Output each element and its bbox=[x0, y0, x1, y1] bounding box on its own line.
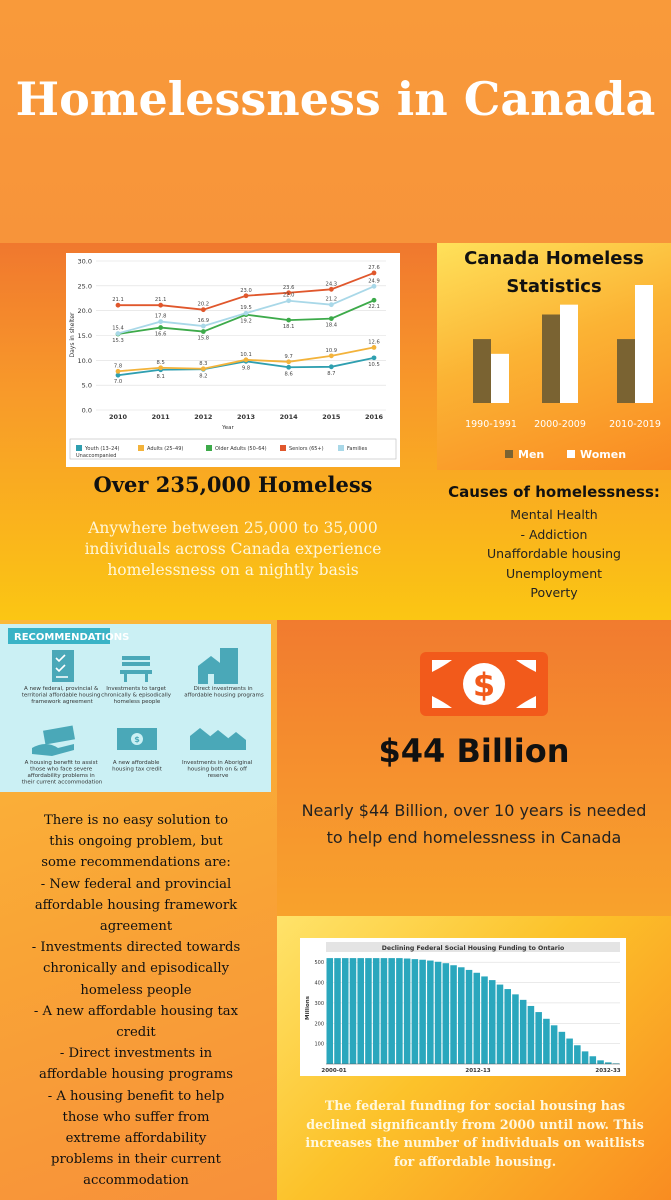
y-tick-label: 100 bbox=[314, 1041, 324, 1048]
y-tick-label: 25.0 bbox=[77, 282, 92, 291]
y-tick-label: 400 bbox=[314, 980, 324, 987]
data-point bbox=[372, 355, 377, 360]
cause-item: - Addiction bbox=[520, 526, 588, 542]
homeless-description: Anywhere between 25,000 to 35,000 individuals across Canada experience homelessness on a nightly basis bbox=[84, 519, 382, 579]
legend-swatch bbox=[138, 445, 144, 451]
data-label: 7.8 bbox=[113, 363, 123, 370]
bar bbox=[381, 958, 388, 1064]
recommendation-line: affordable housing framework bbox=[34, 897, 238, 913]
recommendation-line: credit bbox=[116, 1025, 156, 1041]
data-label: 24.9 bbox=[368, 278, 380, 285]
data-label: 17.8 bbox=[154, 313, 167, 320]
bar bbox=[342, 958, 349, 1064]
cause-item: Poverty bbox=[530, 585, 578, 600]
data-label: 8.6 bbox=[284, 371, 293, 378]
recommendations-svg bbox=[0, 624, 271, 792]
data-label: 8.7 bbox=[327, 370, 336, 377]
bar bbox=[327, 958, 334, 1064]
recommendation-line: problems in their current bbox=[51, 1152, 221, 1168]
cost-description: Nearly $44 Billion, over 10 years is needed to help end homelessness in Canada bbox=[301, 801, 647, 847]
bar bbox=[528, 1006, 535, 1064]
bar bbox=[427, 961, 434, 1064]
legend-label: Families bbox=[347, 446, 368, 452]
category-label: 2000-2009 bbox=[534, 419, 586, 430]
data-point bbox=[201, 307, 206, 312]
legend-label: Adults (25–49) bbox=[147, 446, 184, 452]
bench-icon bbox=[120, 656, 152, 682]
homeless-headline: Over 235,000 Homeless bbox=[93, 472, 373, 497]
stats-chart-title: Canada Homeless Statistics bbox=[464, 248, 644, 297]
bar bbox=[489, 980, 496, 1064]
recommendation-line: some recommendations are: bbox=[41, 855, 231, 871]
data-label: 19.5 bbox=[240, 305, 252, 312]
recommendation-line: - A housing benefit to help bbox=[47, 1088, 225, 1104]
svg-text:$: $ bbox=[472, 666, 496, 704]
rec-item-3: A housing benefit to assist those who face severe affordability problems in their current accommodation bbox=[21, 760, 103, 786]
bar bbox=[535, 1012, 542, 1064]
causes-list bbox=[437, 505, 671, 603]
svg-text:$: $ bbox=[134, 735, 140, 744]
data-label: 21.1 bbox=[154, 297, 167, 304]
data-point bbox=[286, 365, 291, 370]
data-label: 20.2 bbox=[197, 301, 210, 308]
bar bbox=[450, 965, 457, 1064]
funding-chart bbox=[300, 938, 626, 1076]
bar bbox=[350, 958, 357, 1064]
bar bbox=[435, 962, 442, 1064]
data-point bbox=[329, 302, 334, 307]
data-label: 16.9 bbox=[197, 318, 210, 325]
x-tick-label: 2000-01 bbox=[321, 1068, 347, 1074]
data-point bbox=[201, 324, 206, 329]
x-tick-label: 2013 bbox=[236, 413, 256, 421]
legend-label: Women bbox=[580, 448, 627, 461]
recommendation-line: - A new affordable housing tax bbox=[33, 1003, 239, 1019]
x-tick-label: 2012-13 bbox=[465, 1068, 491, 1074]
bar bbox=[365, 958, 372, 1064]
data-label: 8.2 bbox=[199, 373, 208, 380]
data-point bbox=[158, 319, 163, 324]
bar bbox=[560, 305, 578, 403]
data-label: 22.0 bbox=[282, 292, 295, 299]
legend-swatch bbox=[206, 445, 212, 451]
bar bbox=[543, 1019, 550, 1064]
data-label: 23.0 bbox=[240, 287, 252, 294]
recommendation-line: - Direct investments in bbox=[59, 1046, 213, 1062]
data-point bbox=[372, 284, 377, 289]
money-hand-icon bbox=[32, 726, 75, 756]
bar bbox=[443, 963, 450, 1064]
bar bbox=[559, 1032, 566, 1064]
bar bbox=[404, 959, 411, 1064]
data-label: 21.1 bbox=[112, 297, 124, 304]
cause-item: Unaffordable housing bbox=[487, 546, 621, 561]
category-label: 2010-2019 bbox=[609, 419, 661, 430]
data-point bbox=[116, 303, 121, 308]
data-label: 10.9 bbox=[325, 347, 338, 354]
bar bbox=[357, 958, 364, 1064]
y-tick-label: 10.0 bbox=[77, 356, 92, 365]
buildings-icon bbox=[198, 648, 238, 684]
data-label: 15.3 bbox=[112, 338, 124, 345]
legend-label: Older Adults (50–64) bbox=[215, 446, 267, 452]
data-point bbox=[244, 311, 249, 316]
data-label: 10.5 bbox=[368, 361, 380, 368]
data-point bbox=[329, 287, 334, 292]
bar bbox=[388, 958, 395, 1064]
dollar-bill-icon bbox=[418, 650, 550, 718]
rec-item-4: A new affordable housing tax credit bbox=[112, 760, 162, 773]
bar bbox=[590, 1056, 597, 1064]
data-point bbox=[286, 298, 291, 303]
y-tick-label: 0.0 bbox=[81, 406, 92, 415]
data-point bbox=[329, 353, 334, 358]
data-point bbox=[201, 329, 206, 334]
recommendation-line: - New federal and provincial bbox=[40, 876, 232, 892]
page-title: Homelessness in Canada bbox=[15, 72, 656, 126]
bar bbox=[512, 994, 519, 1064]
bar bbox=[491, 354, 509, 403]
x-tick-label: 2011 bbox=[151, 413, 170, 421]
data-label: 21.2 bbox=[325, 296, 338, 303]
tax-credit-icon bbox=[117, 728, 157, 750]
data-label: 19.2 bbox=[240, 318, 252, 325]
data-label: 18.1 bbox=[282, 324, 295, 331]
y-tick-label: 30.0 bbox=[77, 257, 92, 266]
data-point bbox=[372, 271, 377, 276]
recommendation-line: those who suffer from bbox=[62, 1109, 210, 1125]
legend-swatch bbox=[567, 450, 575, 458]
data-point bbox=[329, 316, 334, 321]
x-tick-label: 2014 bbox=[279, 413, 298, 421]
bar bbox=[458, 967, 465, 1064]
bar bbox=[504, 989, 511, 1064]
data-label: 8.5 bbox=[156, 359, 165, 366]
data-point bbox=[201, 366, 206, 371]
legend-swatch bbox=[338, 445, 344, 451]
data-label: 22.1 bbox=[368, 304, 380, 311]
x-axis-label: Year bbox=[222, 425, 234, 431]
x-tick-label: 2032-33 bbox=[595, 1068, 621, 1074]
bar bbox=[551, 1025, 558, 1064]
legend-swatch bbox=[505, 450, 513, 458]
x-tick-label: 2010 bbox=[108, 413, 128, 421]
recommendations-title: RECOMMENDATIONS bbox=[14, 632, 130, 643]
shelter-days-chart bbox=[66, 253, 400, 467]
legend-label: Seniors (65+) bbox=[289, 446, 324, 452]
bar bbox=[481, 976, 488, 1064]
y-axis-label: Millions bbox=[305, 996, 311, 1020]
bar bbox=[582, 1051, 589, 1064]
recommendation-line: There is no easy solution to bbox=[43, 813, 229, 828]
data-point bbox=[116, 369, 121, 374]
recommendation-line: - Investments directed towards bbox=[31, 940, 241, 956]
data-label: 9.8 bbox=[241, 365, 251, 372]
data-label: 16.6 bbox=[154, 331, 167, 338]
data-label: 15.8 bbox=[197, 335, 210, 342]
houses-icon bbox=[190, 728, 246, 750]
cause-item: Mental Health bbox=[510, 507, 598, 522]
data-label: 7.0 bbox=[113, 379, 123, 386]
shelter-days-svg bbox=[66, 253, 400, 467]
funding-chart-title: Declining Federal Social Housing Funding to Ontario bbox=[381, 945, 565, 952]
bar bbox=[473, 339, 491, 403]
rec-item-1: Investments to target chronically & episodically homeless people bbox=[101, 686, 172, 705]
y-axis-label: Days in shelter bbox=[69, 312, 76, 358]
bar bbox=[497, 985, 504, 1064]
bar bbox=[466, 970, 473, 1064]
data-point bbox=[116, 331, 121, 336]
bar bbox=[474, 973, 481, 1064]
legend-swatch bbox=[280, 445, 286, 451]
data-label: 9.7 bbox=[284, 353, 293, 360]
cost-headline: $44 Billion bbox=[378, 732, 570, 770]
bar bbox=[542, 315, 560, 404]
bar bbox=[635, 285, 653, 403]
data-point bbox=[158, 365, 163, 370]
recommendation-line: agreement bbox=[99, 919, 173, 935]
data-point bbox=[244, 293, 249, 298]
x-tick-label: 2015 bbox=[322, 413, 341, 421]
data-label: 8.3 bbox=[199, 360, 208, 367]
legend-label: Men bbox=[518, 448, 545, 461]
funding-description: The federal funding for social housing has declined significantly from 2000 until now. This increases the number of individuals on waitlists for affordable housing. bbox=[305, 1098, 645, 1169]
recommendation-line: this ongoing problem, but bbox=[49, 834, 223, 850]
data-point bbox=[372, 345, 377, 350]
recommendation-line: affordable housing programs bbox=[38, 1067, 234, 1083]
rec-item-2: Direct investments in affordable housing programs bbox=[184, 686, 264, 699]
y-tick-label: 500 bbox=[314, 960, 324, 967]
data-label: 12.6 bbox=[368, 339, 380, 346]
legend-label: Youth (13–24) bbox=[85, 446, 120, 452]
y-tick-label: 20.0 bbox=[77, 307, 92, 316]
category-label: 1990-1991 bbox=[465, 419, 517, 430]
y-tick-label: 200 bbox=[314, 1021, 324, 1028]
y-tick-label: 300 bbox=[314, 1000, 324, 1007]
funding-svg bbox=[300, 938, 626, 1076]
rec-item-0: A new federal, provincial & territorial affordable housing framework agreement bbox=[21, 686, 101, 705]
recommendation-line: extreme affordability bbox=[65, 1131, 207, 1147]
cause-item: Unemployment bbox=[505, 565, 603, 581]
data-point bbox=[158, 303, 163, 308]
data-point bbox=[286, 318, 291, 323]
data-label: 18.4 bbox=[325, 322, 338, 329]
rec-item-5: Investments in Aboriginal housing both on & off reserve bbox=[181, 760, 253, 779]
legend-swatch bbox=[76, 445, 82, 451]
data-label: 27.6 bbox=[368, 264, 380, 271]
bar bbox=[419, 960, 426, 1064]
data-label: 8.1 bbox=[156, 373, 165, 380]
data-label: 24.3 bbox=[325, 281, 338, 288]
bar bbox=[597, 1060, 604, 1064]
recommendation-line: homeless people bbox=[80, 982, 192, 998]
bar bbox=[617, 339, 635, 403]
data-label: 10.1 bbox=[240, 351, 252, 358]
y-tick-label: 15.0 bbox=[77, 332, 92, 340]
bar bbox=[566, 1039, 573, 1064]
data-label: 23.6 bbox=[282, 284, 295, 291]
data-point bbox=[158, 325, 163, 330]
x-tick-label: 2016 bbox=[364, 413, 384, 421]
data-point bbox=[286, 359, 291, 364]
recommendations-panel bbox=[0, 624, 271, 792]
data-label: 15.4 bbox=[112, 325, 124, 332]
bar bbox=[396, 958, 403, 1064]
data-point bbox=[244, 357, 249, 362]
recommendations-text bbox=[8, 810, 264, 1192]
causes-title: Causes of homelessness: bbox=[448, 483, 660, 501]
y-tick-label: 5.0 bbox=[81, 381, 92, 390]
recommendation-line: accommodation bbox=[83, 1173, 189, 1189]
bar bbox=[334, 958, 341, 1064]
legend-label: Unaccompanied bbox=[76, 453, 117, 459]
recommendation-line: chronically and episodically bbox=[42, 961, 230, 977]
bar bbox=[373, 958, 380, 1064]
data-point bbox=[372, 298, 377, 303]
bar bbox=[574, 1045, 581, 1064]
x-tick-label: 2012 bbox=[194, 413, 213, 421]
checklist-icon bbox=[52, 650, 74, 682]
data-point bbox=[329, 364, 334, 369]
bar bbox=[412, 959, 419, 1064]
bar bbox=[520, 1000, 527, 1064]
